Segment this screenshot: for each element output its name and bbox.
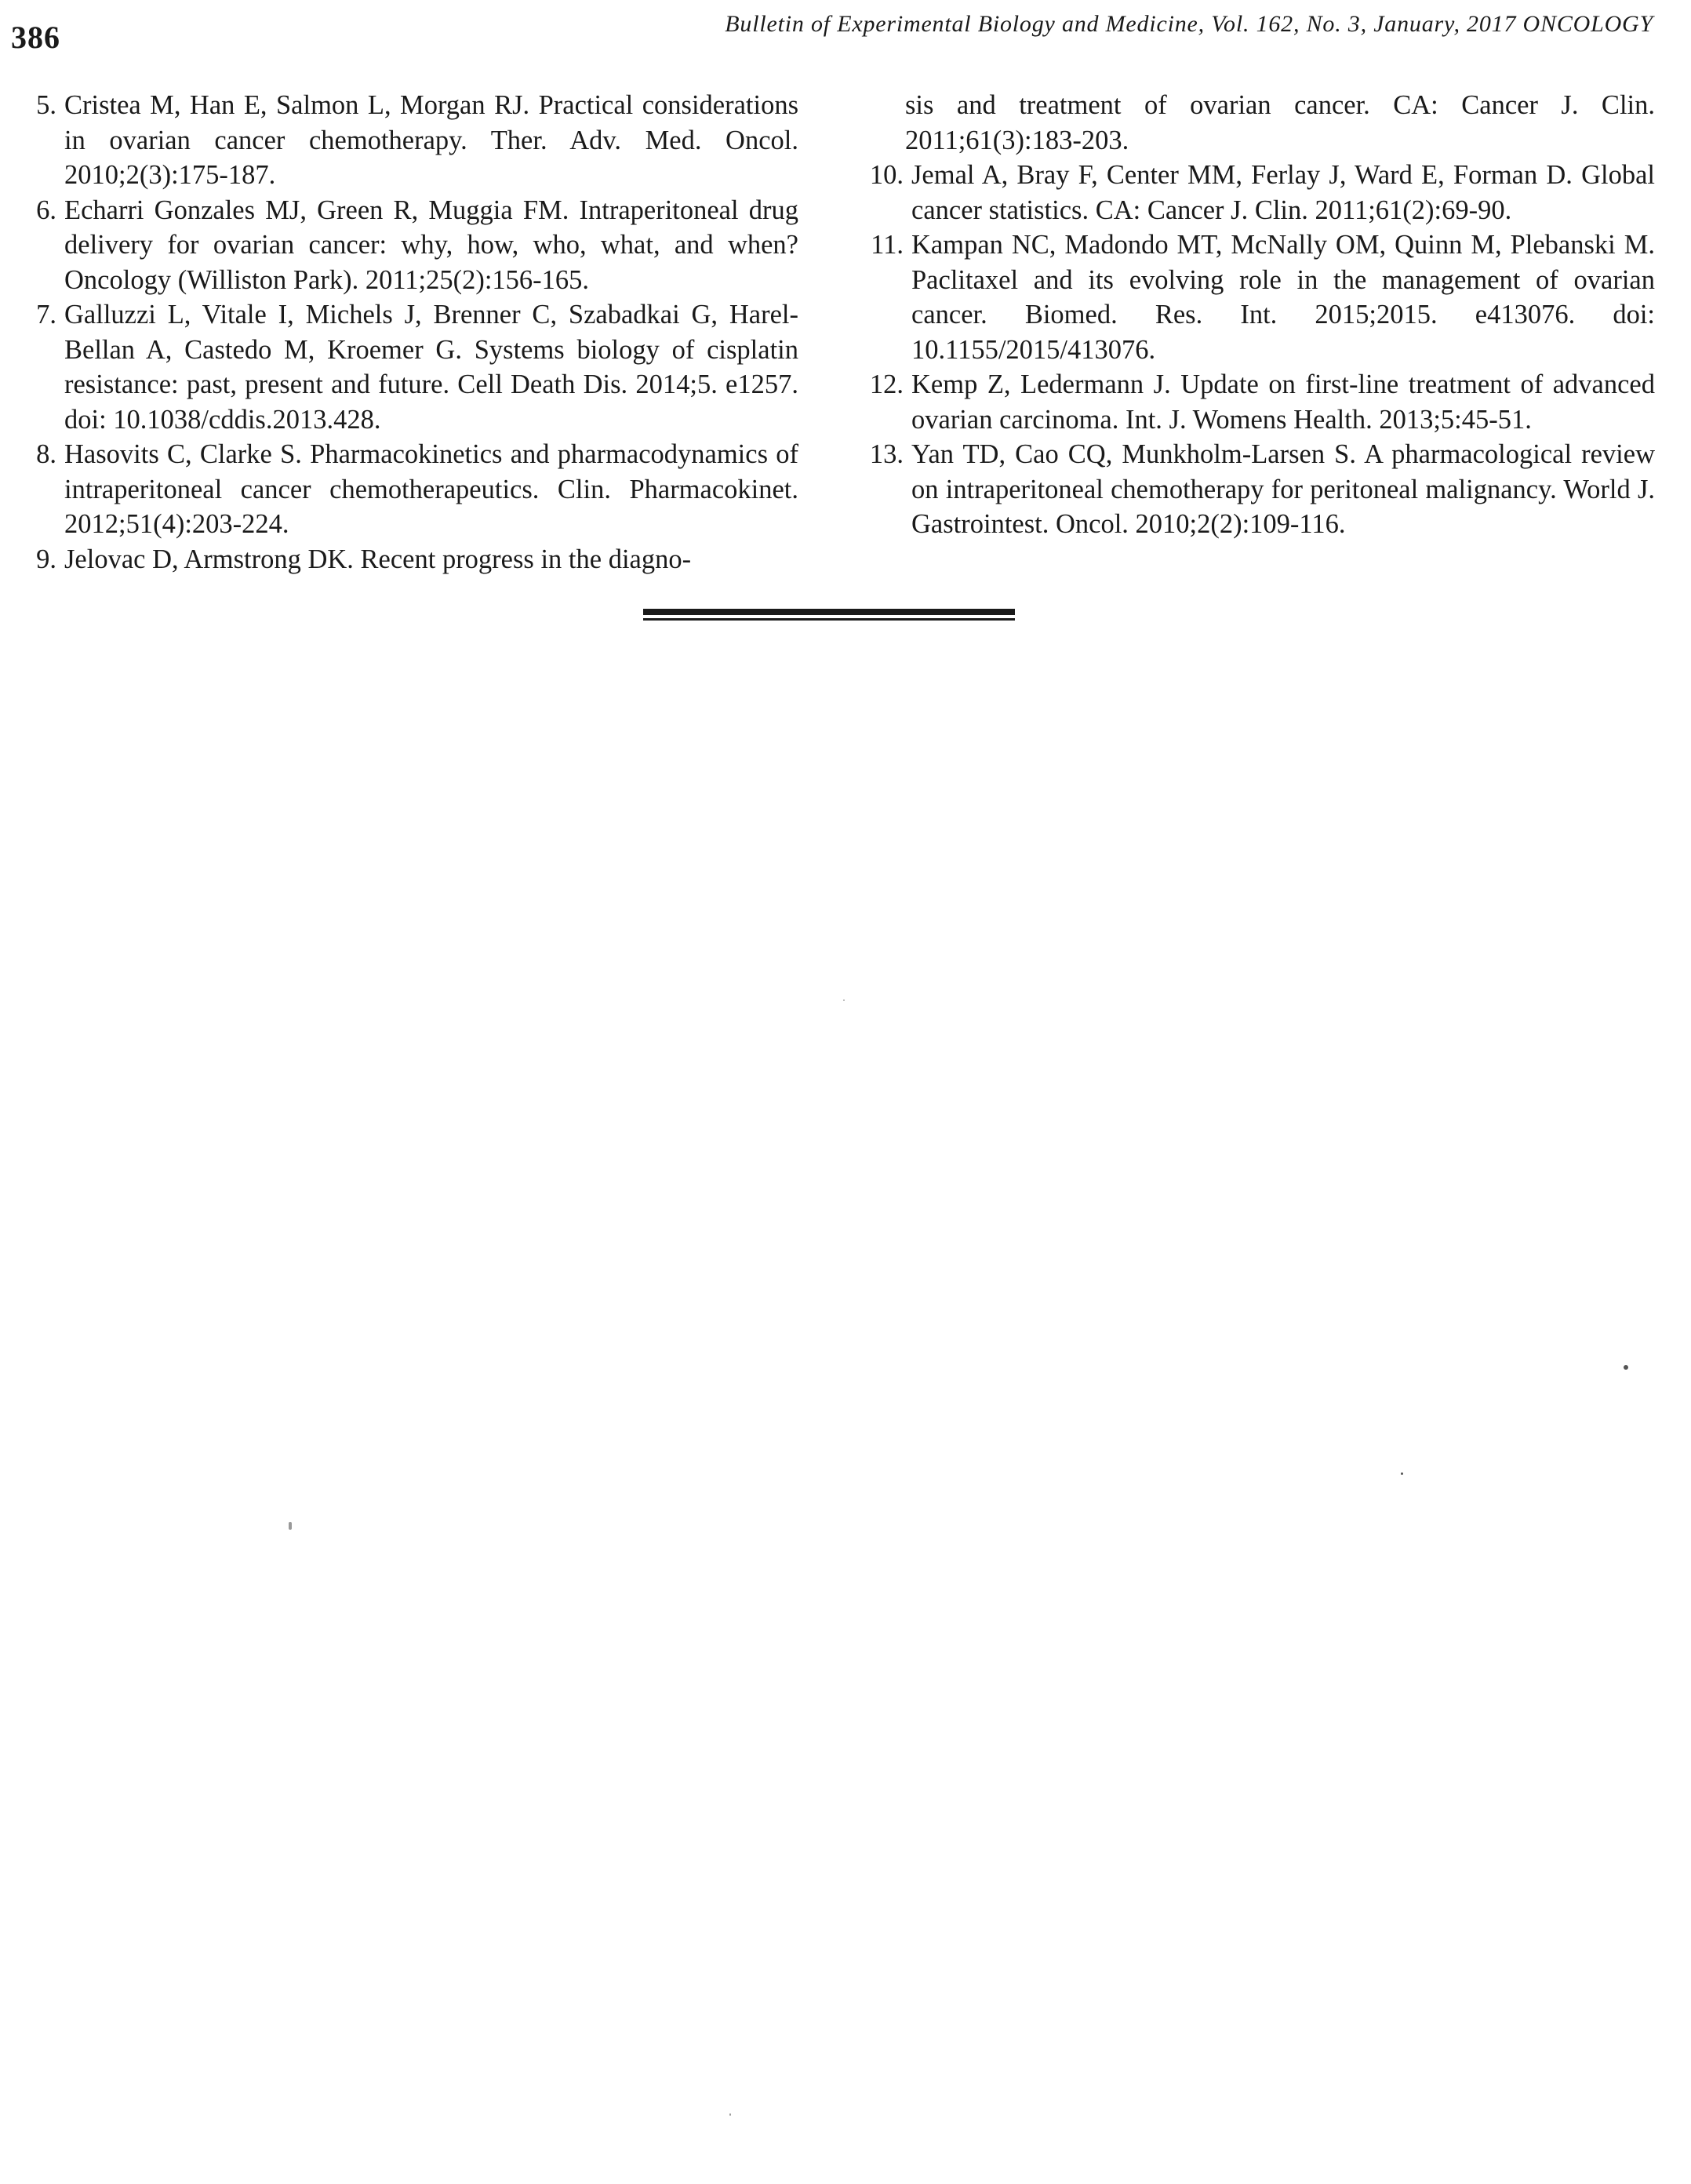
reference-item: [24, 437, 798, 542]
reference-item: [24, 542, 798, 577]
end-rule-thick-line: [643, 609, 1015, 615]
reference-column-left: [24, 88, 798, 577]
reference-text: Kemp Z, Ledermann J. Update on first-line treatment of advanced ovarian carcinoma. Int. J. Womens Health. 2013;5:45-51.: [911, 369, 1655, 435]
reference-number: 11.: [871, 230, 904, 260]
article-end-rule: [643, 609, 1015, 621]
reference-text: Kampan NC, Madondo MT, McNally OM, Quinn M, Plebanski M. Paclitaxel and its evolving role in the management of ovarian cancer. Biomed. Res. Int. 2015;2015. e413076. doi: 10.1155/2015/413076.: [911, 230, 1655, 365]
reference-text: Echarri Gonzales MJ, Green R, Muggia FM. Intraperitoneal drug delivery for ovarian cancer: why, how, who, what, and when? Oncology (Williston Park). 2011;25(2):156-165.: [64, 195, 798, 295]
scan-speck: [1401, 1472, 1403, 1475]
scan-speck: [289, 1522, 292, 1530]
scan-speck: [843, 999, 845, 1001]
reference-item: [24, 297, 798, 437]
reference-item: [858, 437, 1655, 542]
reference-item: [858, 367, 1655, 437]
reference-item: [24, 193, 798, 298]
reference-number: 7.: [36, 300, 56, 329]
scan-speck: [1624, 1365, 1628, 1370]
reference-item: [858, 228, 1655, 367]
reference-continuation: sis and treatment of ovarian cancer. CA: Cancer J. Clin. 2011;61(3):183-203.: [905, 90, 1655, 155]
reference-number: 9.: [36, 544, 56, 574]
reference-text: Hasovits C, Clarke S. Pharmacokinetics and pharmacodynamics of intraperitoneal cancer chemotherapeutics. Clin. Pharmacokinet. 2012;51(4):203-224.: [64, 439, 798, 539]
reference-text: Galluzzi L, Vitale I, Michels J, Brenner C, Szabadkai G, Harel-Bellan A, Castedo M, Kroemer G. Systems biology of cisplatin resistance: past, present and future. Cell Death Dis. 2014;5. e1257. doi: 10.1038/cddis.2013.428.: [64, 300, 798, 435]
reference-column-right: [858, 88, 1655, 542]
scan-speck: [729, 2113, 731, 2116]
reference-number: 5.: [36, 90, 56, 120]
reference-item: [24, 88, 798, 193]
end-rule-thin-line: [643, 618, 1015, 621]
reference-number: 10.: [869, 160, 904, 190]
reference-number: 13.: [869, 439, 904, 469]
reference-item: [858, 158, 1655, 228]
reference-number: 8.: [36, 439, 56, 469]
reference-number: 12.: [869, 369, 904, 399]
reference-text: Jemal A, Bray F, Center MM, Ferlay J, Ward E, Forman D. Global cancer statistics. CA: Cancer J. Clin. 2011;61(2):69-90.: [911, 160, 1655, 225]
reference-number: 6.: [36, 195, 56, 225]
reference-text: Jelovac D, Armstrong DK. Recent progress in the diagno-: [64, 544, 692, 574]
page-number: 386: [11, 20, 60, 55]
reference-text: Cristea M, Han E, Salmon L, Morgan RJ. Practical considerations in ovarian cancer chemotherapy. Ther. Adv. Med. Oncol. 2010;2(3):175-187.: [64, 90, 798, 190]
running-head: Bulletin of Experimental Biology and Medicine, Vol. 162, No. 3, January, 2017 ONCOLOGY: [725, 11, 1653, 37]
reference-text: Yan TD, Cao CQ, Munkholm-Larsen S. A pharmacological review on intraperitoneal chemotherapy for peritoneal malignancy. World J. Gastrointest. Oncol. 2010;2(2):109-116.: [911, 439, 1655, 539]
